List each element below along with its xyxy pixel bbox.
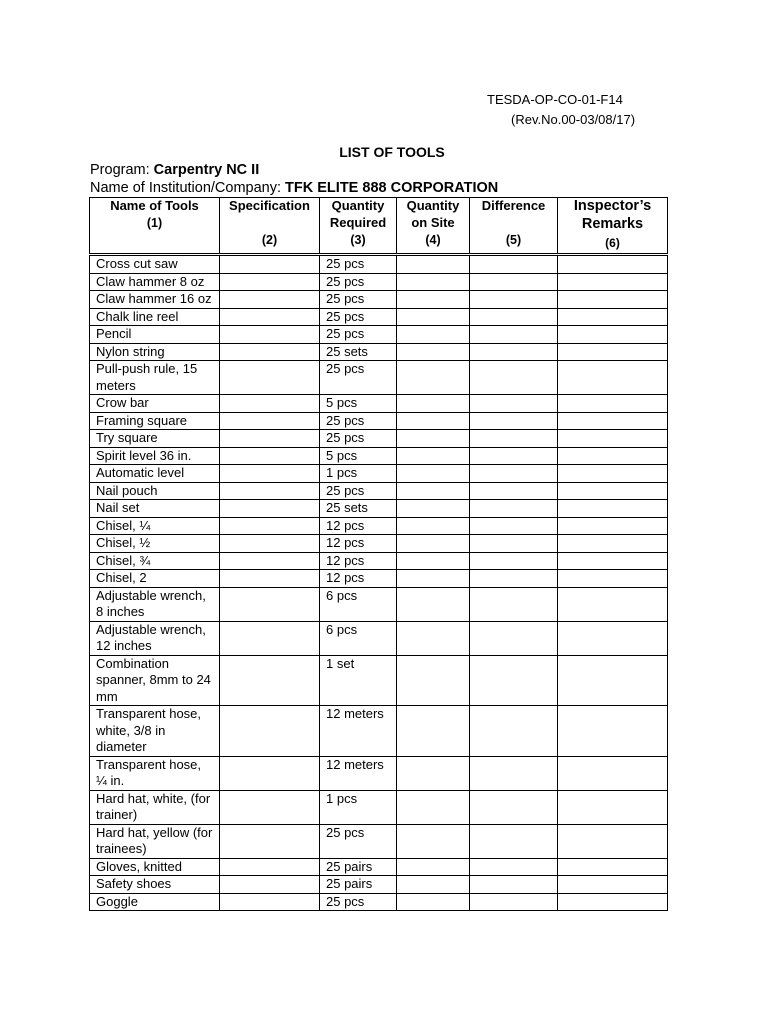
table-row <box>90 447 668 465</box>
quantity-on-site-cell <box>397 291 470 309</box>
tool-name-cell: Spirit level 36 in. <box>90 447 220 465</box>
inspector-remarks-cell <box>558 587 668 621</box>
difference-cell <box>470 876 558 894</box>
difference-cell <box>470 308 558 326</box>
column-label: Inspector’s Remarks <box>573 198 652 232</box>
difference-cell <box>470 395 558 413</box>
column-label: Name of Tools <box>110 198 199 213</box>
specification-cell <box>220 465 320 483</box>
table-row <box>90 412 668 430</box>
specification-cell <box>220 361 320 395</box>
inspector-remarks-cell <box>558 273 668 291</box>
specification-cell <box>220 482 320 500</box>
difference-cell <box>470 570 558 588</box>
tool-name-cell: Claw hammer 8 oz <box>90 273 220 291</box>
inspector-remarks-cell <box>558 858 668 876</box>
tool-name-cell: Framing square <box>90 412 220 430</box>
quantity-required-cell: 25 pcs <box>320 273 397 291</box>
column-header-inspectors-remarks <box>558 198 668 255</box>
specification-cell <box>220 552 320 570</box>
table-row <box>90 790 668 824</box>
specification-cell <box>220 756 320 790</box>
quantity-required-cell: 6 pcs <box>320 587 397 621</box>
column-number: (5) <box>505 233 522 247</box>
specification-cell <box>220 500 320 518</box>
specification-cell <box>220 447 320 465</box>
tool-name-cell: Pull-push rule, 15 meters <box>90 361 220 395</box>
tool-name-cell: Automatic level <box>90 465 220 483</box>
inspector-remarks-cell <box>558 517 668 535</box>
table-row <box>90 706 668 757</box>
tool-name-cell: Transparent hose, white, 3/8 in diameter <box>90 706 220 757</box>
quantity-required-cell: 25 sets <box>320 500 397 518</box>
quantity-on-site-cell <box>397 482 470 500</box>
column-number: (2) <box>261 233 278 247</box>
table-row <box>90 500 668 518</box>
tool-name-cell: Chalk line reel <box>90 308 220 326</box>
quantity-on-site-cell <box>397 587 470 621</box>
difference-cell <box>470 790 558 824</box>
difference-cell <box>470 824 558 858</box>
quantity-required-cell: 5 pcs <box>320 447 397 465</box>
inspector-remarks-cell <box>558 893 668 911</box>
quantity-required-cell: 12 meters <box>320 756 397 790</box>
quantity-required-cell: 12 pcs <box>320 535 397 553</box>
column-header-difference <box>470 198 558 255</box>
tool-name-cell: Chisel, ¼ <box>90 517 220 535</box>
column-header-quantity-required <box>320 198 397 255</box>
table-row <box>90 291 668 309</box>
tool-name-cell: Transparent hose, ¼ in. <box>90 756 220 790</box>
tool-name-cell: Cross cut saw <box>90 255 220 274</box>
inspector-remarks-cell <box>558 412 668 430</box>
difference-cell <box>470 552 558 570</box>
institution-label: Name of Institution/Company: <box>90 180 286 196</box>
quantity-required-cell: 25 pairs <box>320 858 397 876</box>
quantity-on-site-cell <box>397 824 470 858</box>
quantity-required-cell: 6 pcs <box>320 621 397 655</box>
table-row <box>90 273 668 291</box>
tool-name-cell: Nail set <box>90 500 220 518</box>
tool-name-cell: Goggle <box>90 893 220 911</box>
table-row <box>90 361 668 395</box>
inspector-remarks-cell <box>558 430 668 448</box>
tool-name-cell: Nylon string <box>90 343 220 361</box>
difference-cell <box>470 291 558 309</box>
column-label: Quantity Required <box>329 198 387 230</box>
table-row <box>90 326 668 344</box>
difference-cell <box>470 535 558 553</box>
quantity-on-site-cell <box>397 395 470 413</box>
quantity-on-site-cell <box>397 326 470 344</box>
table-row <box>90 535 668 553</box>
quantity-on-site-cell <box>397 893 470 911</box>
quantity-on-site-cell <box>397 343 470 361</box>
tool-name-cell: Adjustable wrench, 8 inches <box>90 587 220 621</box>
quantity-on-site-cell <box>397 655 470 706</box>
tool-name-cell: Try square <box>90 430 220 448</box>
quantity-required-cell: 25 pcs <box>320 824 397 858</box>
specification-cell <box>220 273 320 291</box>
specification-cell <box>220 395 320 413</box>
quantity-required-cell: 25 pcs <box>320 291 397 309</box>
inspector-remarks-cell <box>558 500 668 518</box>
quantity-required-cell: 12 pcs <box>320 517 397 535</box>
inspector-remarks-cell <box>558 570 668 588</box>
difference-cell <box>470 893 558 911</box>
difference-cell <box>470 326 558 344</box>
inspector-remarks-cell <box>558 343 668 361</box>
specification-cell <box>220 824 320 858</box>
tool-name-cell: Gloves, knitted <box>90 858 220 876</box>
tool-name-cell: Combination spanner, 8mm to 24 mm <box>90 655 220 706</box>
column-label: Difference <box>481 198 546 213</box>
inspector-remarks-cell <box>558 308 668 326</box>
quantity-required-cell: 1 pcs <box>320 465 397 483</box>
difference-cell <box>470 465 558 483</box>
page-title: LIST OF TOOLS <box>339 144 445 160</box>
quantity-required-cell: 25 pcs <box>320 326 397 344</box>
table-row <box>90 465 668 483</box>
specification-cell <box>220 706 320 757</box>
institution-line <box>90 179 498 197</box>
program-label: Program: <box>90 162 154 178</box>
quantity-on-site-cell <box>397 412 470 430</box>
quantity-required-cell: 1 pcs <box>320 790 397 824</box>
quantity-required-cell: 1 set <box>320 655 397 706</box>
quantity-on-site-cell <box>397 447 470 465</box>
quantity-required-cell: 12 meters <box>320 706 397 757</box>
quantity-required-cell: 25 sets <box>320 343 397 361</box>
revision-number: (Rev.No.00-03/08/17) <box>511 112 636 127</box>
difference-cell <box>470 517 558 535</box>
table-row <box>90 343 668 361</box>
tool-name-cell: Hard hat, white, (for trainer) <box>90 790 220 824</box>
difference-cell <box>470 361 558 395</box>
inspector-remarks-cell <box>558 824 668 858</box>
table-row <box>90 430 668 448</box>
difference-cell <box>470 343 558 361</box>
table-row <box>90 517 668 535</box>
specification-cell <box>220 655 320 706</box>
quantity-on-site-cell <box>397 552 470 570</box>
quantity-required-cell: 12 pcs <box>320 552 397 570</box>
table-row <box>90 876 668 894</box>
quantity-on-site-cell <box>397 273 470 291</box>
table-row <box>90 570 668 588</box>
column-header-specification <box>220 198 320 255</box>
column-number: (3) <box>350 233 366 247</box>
quantity-required-cell: 25 pairs <box>320 876 397 894</box>
tool-name-cell: Pencil <box>90 326 220 344</box>
specification-cell <box>220 291 320 309</box>
quantity-on-site-cell <box>397 570 470 588</box>
specification-cell <box>220 587 320 621</box>
quantity-on-site-cell <box>397 790 470 824</box>
table-row <box>90 756 668 790</box>
inspector-remarks-cell <box>558 621 668 655</box>
inspector-remarks-cell <box>558 706 668 757</box>
tool-name-cell: Claw hammer 16 oz <box>90 291 220 309</box>
column-number: (4) <box>425 233 441 247</box>
quantity-required-cell: 25 pcs <box>320 255 397 274</box>
column-number: (1) <box>146 216 163 230</box>
difference-cell <box>470 587 558 621</box>
difference-cell <box>470 255 558 274</box>
column-header-quantity-on-site <box>397 198 470 255</box>
inspector-remarks-cell <box>558 655 668 706</box>
table-row <box>90 395 668 413</box>
table-row <box>90 858 668 876</box>
quantity-on-site-cell <box>397 535 470 553</box>
quantity-required-cell: 25 pcs <box>320 308 397 326</box>
difference-cell <box>470 655 558 706</box>
tool-name-cell: Crow bar <box>90 395 220 413</box>
specification-cell <box>220 621 320 655</box>
specification-cell <box>220 308 320 326</box>
tool-name-cell: Chisel, ¾ <box>90 552 220 570</box>
quantity-on-site-cell <box>397 465 470 483</box>
specification-cell <box>220 412 320 430</box>
quantity-required-cell: 5 pcs <box>320 395 397 413</box>
difference-cell <box>470 621 558 655</box>
tool-name-cell: Adjustable wrench, 12 inches <box>90 621 220 655</box>
specification-cell <box>220 517 320 535</box>
institution-value: TFK ELITE 888 CORPORATION <box>285 180 499 196</box>
quantity-on-site-cell <box>397 430 470 448</box>
quantity-on-site-cell <box>397 876 470 894</box>
inspector-remarks-cell <box>558 482 668 500</box>
specification-cell <box>220 430 320 448</box>
tool-name-cell: Hard hat, yellow (for trainees) <box>90 824 220 858</box>
table-row <box>90 482 668 500</box>
tool-name-cell: Chisel, ½ <box>90 535 220 553</box>
document-code: TESDA-OP-CO-01-F14 <box>487 92 623 107</box>
difference-cell <box>470 756 558 790</box>
tool-name-cell: Safety shoes <box>90 876 220 894</box>
program-line <box>90 161 259 179</box>
table-row <box>90 824 668 858</box>
quantity-required-cell: 25 pcs <box>320 430 397 448</box>
table-row <box>90 621 668 655</box>
column-number: (6) <box>605 236 620 250</box>
inspector-remarks-cell <box>558 790 668 824</box>
quantity-on-site-cell <box>397 621 470 655</box>
quantity-on-site-cell <box>397 361 470 395</box>
inspector-remarks-cell <box>558 876 668 894</box>
difference-cell <box>470 273 558 291</box>
specification-cell <box>220 893 320 911</box>
column-label: Quantity on Site <box>406 198 460 230</box>
inspector-remarks-cell <box>558 395 668 413</box>
quantity-on-site-cell <box>397 308 470 326</box>
program-value: Carpentry NC II <box>153 162 260 178</box>
quantity-on-site-cell <box>397 858 470 876</box>
specification-cell <box>220 326 320 344</box>
inspector-remarks-cell <box>558 465 668 483</box>
quantity-on-site-cell <box>397 517 470 535</box>
table-row <box>90 308 668 326</box>
column-label: Specification <box>229 198 310 213</box>
quantity-required-cell: 25 pcs <box>320 893 397 911</box>
specification-cell <box>220 858 320 876</box>
inspector-remarks-cell <box>558 255 668 274</box>
difference-cell <box>470 858 558 876</box>
quantity-required-cell: 25 pcs <box>320 412 397 430</box>
inspector-remarks-cell <box>558 291 668 309</box>
quantity-required-cell: 25 pcs <box>320 361 397 395</box>
quantity-on-site-cell <box>397 756 470 790</box>
table-row <box>90 552 668 570</box>
table-row <box>90 655 668 706</box>
inspector-remarks-cell <box>558 535 668 553</box>
tool-name-cell: Chisel, 2 <box>90 570 220 588</box>
table-header-row <box>90 198 668 255</box>
difference-cell <box>470 412 558 430</box>
specification-cell <box>220 570 320 588</box>
quantity-on-site-cell <box>397 706 470 757</box>
specification-cell <box>220 790 320 824</box>
column-header-name-of-tools <box>90 198 220 255</box>
table-row <box>90 255 668 274</box>
inspector-remarks-cell <box>558 552 668 570</box>
inspector-remarks-cell <box>558 756 668 790</box>
quantity-on-site-cell <box>397 500 470 518</box>
quantity-required-cell: 25 pcs <box>320 482 397 500</box>
inspector-remarks-cell <box>558 326 668 344</box>
quantity-on-site-cell <box>397 255 470 274</box>
difference-cell <box>470 447 558 465</box>
table-row <box>90 587 668 621</box>
quantity-required-cell: 12 pcs <box>320 570 397 588</box>
difference-cell <box>470 706 558 757</box>
tools-table <box>89 197 668 911</box>
difference-cell <box>470 500 558 518</box>
specification-cell <box>220 343 320 361</box>
difference-cell <box>470 430 558 448</box>
specification-cell <box>220 255 320 274</box>
tool-name-cell: Nail pouch <box>90 482 220 500</box>
inspector-remarks-cell <box>558 361 668 395</box>
difference-cell <box>470 482 558 500</box>
specification-cell <box>220 876 320 894</box>
inspector-remarks-cell <box>558 447 668 465</box>
specification-cell <box>220 535 320 553</box>
tools-table-body <box>90 255 668 911</box>
table-row <box>90 893 668 911</box>
